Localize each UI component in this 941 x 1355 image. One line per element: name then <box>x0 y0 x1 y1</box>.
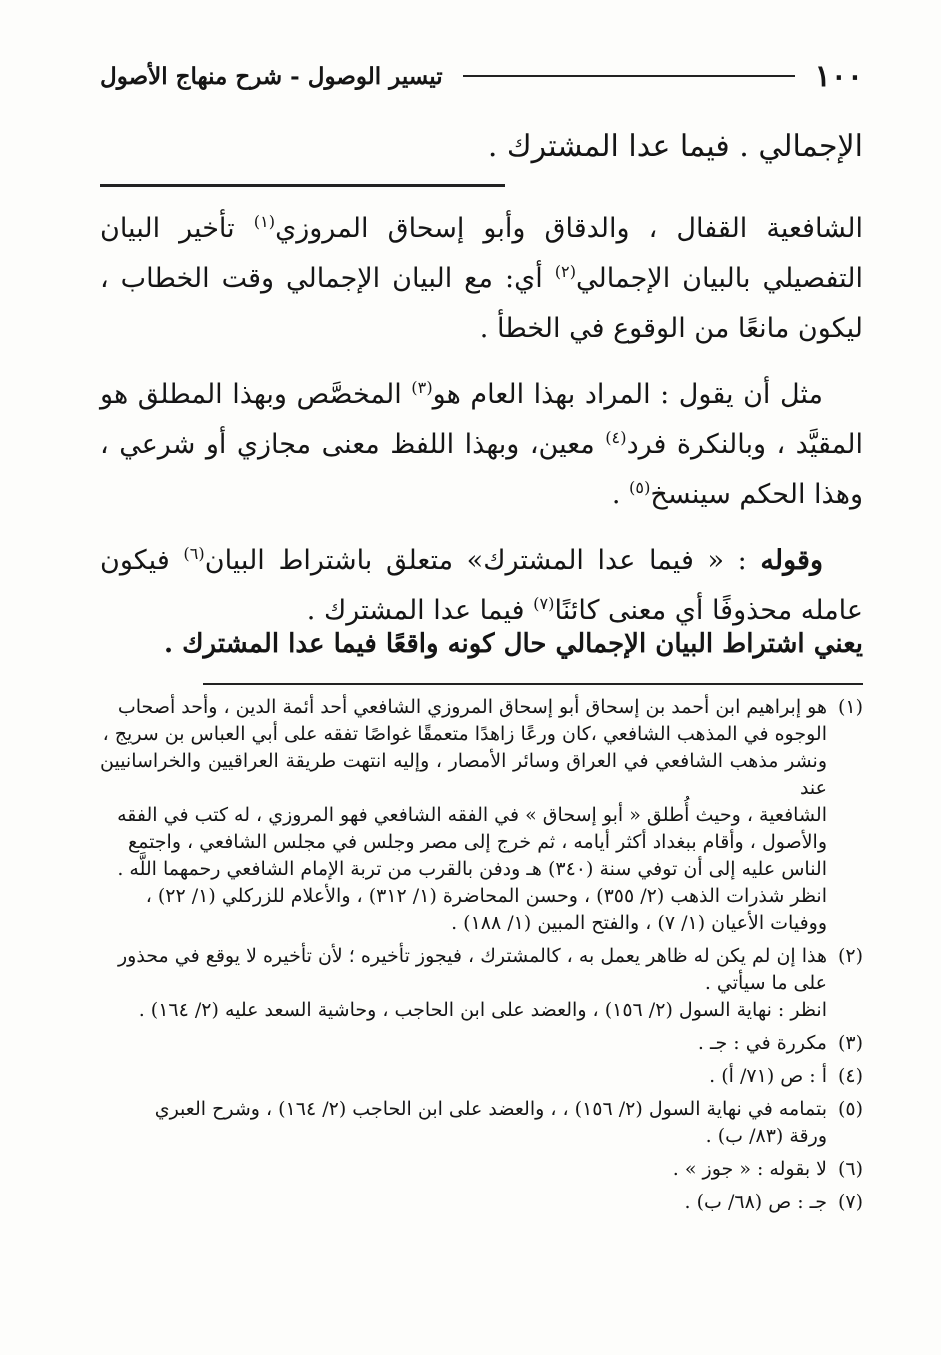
footnote-number: (١) <box>837 696 863 718</box>
book-page <box>100 0 863 1355</box>
footnote-line: الناس عليه إلى أن توفي سنة (٣٤٠) هـ ودفن بالقرب من تربة الإمام الشافعي رحمهما اللَّه . <box>117 858 827 880</box>
footnote-ref-1: (١) <box>253 212 276 231</box>
footnote-line: مكررة في : جـ . <box>697 1032 827 1054</box>
header-rule <box>463 75 795 77</box>
footnote-ref-3: (٣) <box>411 378 433 397</box>
paragraph-3-part3: فيما عدا المشترك . <box>306 595 534 626</box>
page-header <box>100 56 863 96</box>
footnote-ref-4: (٤) <box>605 428 627 447</box>
footnote-3 <box>100 1030 863 1057</box>
footnote-6 <box>100 1156 863 1183</box>
footnote-2 <box>100 943 863 1024</box>
footnote-line: الشافعية ، وحيث أُطلق « أبو إسحاق » في الفقه الشافعي فهو المروزي ، له كتب في الفقه <box>117 804 827 826</box>
footnote-ref-2: (٢) <box>554 262 577 281</box>
footnote-5 <box>100 1096 863 1150</box>
paragraph-2 <box>100 370 863 520</box>
footnote-line: بتمامه في نهاية السول (٢/ ١٥٦) ، ، والعضد على ابن الحاجب (٢/ ١٦٤) ، وشرح العبري <box>154 1098 827 1120</box>
footnote-number: (٥) <box>837 1098 863 1120</box>
paragraph-1-part2: تأخير البيان التفصيلي بالبيان الإجمالي <box>100 213 863 294</box>
paragraph-1-part3: أي: مع البيان الإجمالي وقت الخطاب ، ليكون مانعًا من الوقوع في الخطأ . <box>100 263 863 344</box>
footnote-line: أ : ص (٧١/ أ) . <box>709 1065 827 1087</box>
footnote-4 <box>100 1063 863 1090</box>
matn-text: الإجمالي . فيما عدا المشترك . <box>487 129 863 164</box>
footnote-ref-5: (٥) <box>629 478 651 497</box>
footnote-number: (٣) <box>837 1032 863 1054</box>
footnote-number: (٦) <box>837 1158 863 1180</box>
footnote-number: (٢) <box>837 945 863 967</box>
paragraph-2-part3: معين، وبهذا اللفظ معنى مجازي أو شرعي ، وهذا الحكم سينسخ <box>100 429 863 510</box>
footnote-line: والأصول ، وأقام ببغداد أكثر أيامه ، ثم خرج إلى مصر وجلس في مجلس الشافعي ، واجتمع <box>127 831 827 853</box>
footnote-line: ووفيات الأعيان (١/ ٧) ، والفتح المبين (١/ ١٨٨) . <box>451 912 827 934</box>
footnote-number: (٤) <box>837 1065 863 1087</box>
paragraph-1 <box>100 204 863 354</box>
body-text <box>100 204 863 652</box>
footnote-line: الوجوه في المذهب الشافعي ،كان ورعًا زاهدًا متعمقًا غواصًا تفقه على أبي العباس بن سريج ، <box>102 723 827 745</box>
footnote-line: انظر : نهاية السول (٢/ ١٥٦) ، والعضد على ابن الحاجب ، وحاشية السعد عليه (٢/ ١٦٤) . <box>138 999 827 1021</box>
paragraph-1-part1: الشافعية القفال ، والدقاق وأبو إسحاق المروزي <box>275 213 863 244</box>
highlight-rule <box>203 683 863 685</box>
footnote-line: ونشر مذهب الشافعي في العراق وسائر الأمصار ، وإليه انتهت طريقة العراقيين والخراسانيين عند <box>100 750 827 799</box>
paragraph-2-part1: مثل أن يقول : المراد بهذا العام هو <box>432 379 824 410</box>
footnote-7 <box>100 1189 863 1216</box>
footnote-line: لا بقوله : « جوز » . <box>672 1158 827 1180</box>
paragraph-3-part2: فيكون عامله محذوفًا أي معنى كائنًا <box>100 545 863 626</box>
paragraph-2-part2: المخصَّص وبهذا المطلق هو المقيَّد ، وبالنكرة فرد <box>100 379 863 460</box>
footnote-ref-6: (٦) <box>183 544 205 563</box>
running-title: تيسير الوصول - شرح منهاج الأصول <box>100 62 443 90</box>
paragraph-3-part1: : « فيما عدا المشترك» متعلق باشتراط البيان <box>204 545 761 576</box>
footnotes <box>100 694 863 1222</box>
footnote-ref-7: (٧) <box>533 594 555 613</box>
highlight-sentence: يعني اشتراط البيان الإجمالي حال كونه واقعًا فيما عدا المشترك . <box>163 629 863 659</box>
paragraph-3-lead: وقوله <box>760 545 823 576</box>
footnote-line: جـ : ص (٦٨/ ب) . <box>684 1191 827 1213</box>
page-number: ١٠٠ <box>814 58 863 94</box>
paragraph-2-part4: . <box>611 479 630 510</box>
footnote-line: انظر شذرات الذهب (٢/ ٣٥٥) ، وحسن المحاضرة (١/ ٣١٢) ، والأعلام للزركلي (١/ ٢٢) ، <box>145 885 827 907</box>
footnote-line: هو إبراهيم ابن أحمد بن إسحاق أبو إسحاق المروزي الشافعي أحد أئمة الدين ، وأحد أصحاب <box>117 696 827 718</box>
footnote-line: هذا إن لم يكن له ظاهر يعمل به ، كالمشترك ، فيجوز تأخيره ؛ لأن تأخيره لا يوقع في محذور <box>117 945 827 967</box>
footnote-line: ورقة (٨٣/ ب) . <box>705 1125 827 1147</box>
footnote-1 <box>100 694 863 937</box>
matn-rule <box>100 184 505 187</box>
footnote-number: (٧) <box>837 1191 863 1213</box>
footnote-line: على ما سيأتي . <box>704 972 827 994</box>
